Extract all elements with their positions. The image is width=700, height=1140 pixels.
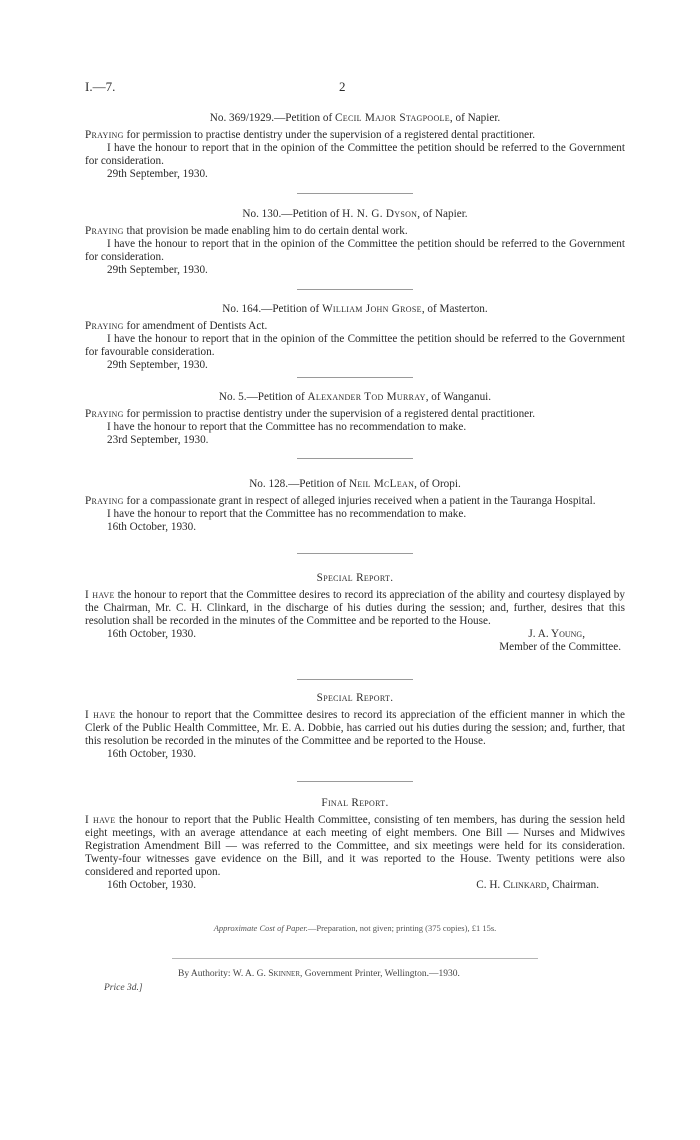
report-date: 16th October, 1930.	[107, 879, 197, 891]
petition-date: 29th September, 1930.	[107, 168, 208, 180]
special-report-block	[85, 572, 625, 654]
divider-rule	[297, 193, 413, 194]
petition-block	[85, 478, 625, 534]
divider-rule	[297, 458, 413, 459]
signature-row	[85, 879, 625, 892]
special-report-block	[85, 692, 625, 761]
petitioner-name: Alexander Tod Murray	[307, 391, 426, 403]
petition-title: No. 164.—Petition of William John Grose, of Masterton.	[222, 303, 488, 315]
report-text: I have the honour to report that the Committee desires to record its appreciation of the ability and courtesy displayed by the Chairman, Mr. C. H. Clinkard, in the discharge of his duties during the session; and, further, desires that this resolution shall be recorded in the minutes of the Committee and be reported to the House.	[85, 589, 625, 627]
petition-block	[85, 112, 625, 181]
report-heading: Special Report.	[316, 572, 394, 584]
signatory-name: J. A. Young,	[528, 628, 585, 640]
petition-report: I have the honour to report that the Committee has no recommendation to make.	[107, 421, 467, 433]
cost-note: Approximate Cost of Paper.—Preparation, not given; printing (375 copies), £1 15s.	[213, 923, 497, 933]
petition-report: I have the honour to report that in the opinion of the Committee the petition should be referred to the Government for consideration.	[85, 142, 625, 167]
petition-prayer: Praying that provision be made enabling him to do certain dental work.	[85, 225, 408, 237]
petition-block	[85, 391, 625, 447]
signature-row	[85, 628, 625, 641]
petition-title: No. 5.—Petition of Alexander Tod Murray, of Wanganui.	[218, 391, 492, 403]
divider-rule	[297, 553, 413, 554]
report-text: I have the honour to report that the Committee desires to record its appreciation of the efficient manner in which the Clerk of the Public Health Committee, Mr. E. A. Dobbie, has carried out his duties during the session; and, further, that this resolution be recorded in the minutes of the Committee and be reported to the House.	[85, 709, 626, 747]
petition-date: 29th September, 1930.	[107, 264, 208, 276]
footer-rule	[172, 958, 538, 959]
petition-title: No. 369/1929.—Petition of Cecil Major Stagpoole, of Napier.	[209, 112, 501, 124]
petition-prayer: Praying for a compassionate grant in respect of alleged injuries received when a patient in the Tauranga Hospital.	[85, 495, 596, 507]
petition-title: No. 128.—Petition of Neil McLean, of Oropi.	[249, 478, 461, 490]
divider-rule	[297, 679, 413, 680]
signatory-role: Member of the Committee.	[499, 641, 621, 653]
petition-prayer: Praying for permission to practise dentistry under the supervision of a registered dental practitioner.	[85, 408, 536, 420]
petition-block	[85, 208, 625, 277]
petitioner-name: Neil McLean	[348, 478, 415, 490]
price-note: Price 3d.]	[104, 983, 143, 993]
petition-block	[85, 303, 625, 372]
petition-prayer: Praying for permission to practise dentistry under the supervision of a registered dental practitioner.	[85, 129, 536, 141]
petition-report: I have the honour to report that the Committee has no recommendation to make.	[107, 508, 467, 520]
petition-report: I have the honour to report that in the opinion of the Committee the petition should be referred to the Government for consideration.	[85, 238, 625, 263]
report-date: 16th October, 1930.	[107, 748, 197, 760]
divider-rule	[297, 289, 413, 290]
divider-rule	[297, 377, 413, 378]
page-number: 2	[339, 79, 346, 94]
petitioner-name: William John Grose	[322, 303, 422, 315]
divider-rule	[297, 781, 413, 782]
printer-authority: By Authority: W. A. G. Skinner, Government Printer, Wellington.—1930.	[178, 969, 460, 979]
petition-date: 16th October, 1930.	[107, 521, 197, 533]
final-report-block	[85, 797, 625, 892]
petition-report: I have the honour to report that in the opinion of the Committee the petition should be referred to the Government for favourable consideration.	[85, 333, 625, 358]
report-date: 16th October, 1930.	[107, 628, 197, 640]
signatory-name: C. H. Clinkard, Chairman.	[476, 879, 599, 891]
petition-title: No. 130.—Petition of H. N. G. Dyson, of Napier.	[242, 208, 468, 220]
petitioner-name: Cecil Major Stagpoole	[335, 112, 450, 124]
report-heading: Special Report.	[316, 692, 394, 704]
petition-date: 29th September, 1930.	[107, 359, 208, 371]
report-heading: Final Report.	[321, 797, 389, 809]
petition-prayer: Praying for amendment of Dentists Act.	[85, 320, 268, 332]
petitioner-name: H. N. G. Dyson	[342, 208, 418, 220]
report-text: I have the honour to report that the Public Health Committee, consisting of ten members, has during the session held eight meetings, with an average attendance at each meeting of eight members. One Bill — Nurses and Midwives Registration Amendment Bill — was referred to the Committee, and six meetings were held for its consideration. Twenty-four witnesses gave evidence on the Bill, and it was reported to the House. Twenty petitions were also considered and reported upon.	[85, 814, 626, 878]
paper-code: I.—7.	[85, 79, 116, 94]
petition-date: 23rd September, 1930.	[107, 434, 209, 446]
